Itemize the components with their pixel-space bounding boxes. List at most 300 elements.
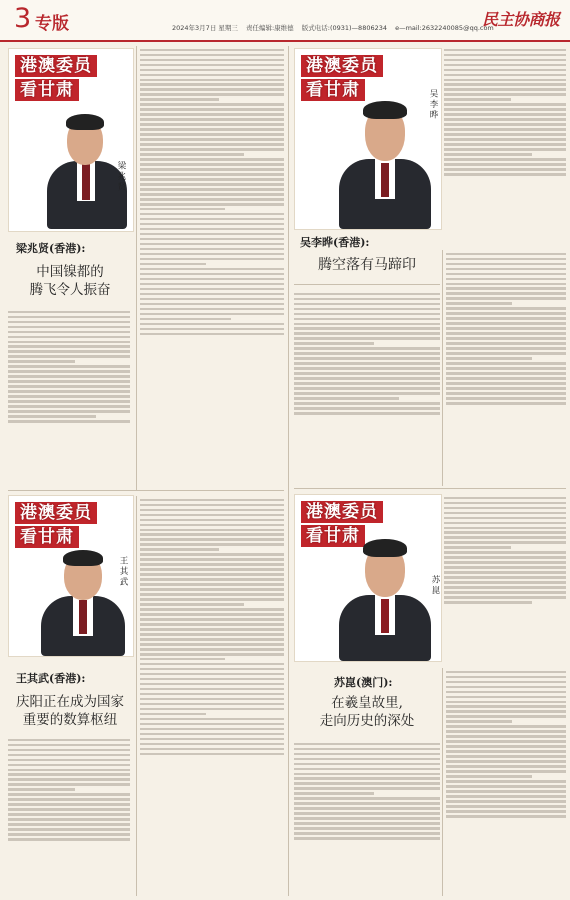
text-line-placeholder [8, 798, 130, 800]
text-line-placeholder [444, 546, 511, 548]
text-line-placeholder [444, 596, 566, 598]
text-line-placeholder [140, 263, 206, 265]
text-line-placeholder [294, 822, 440, 824]
text-line-placeholder [140, 533, 284, 535]
text-line-placeholder [8, 739, 130, 741]
text-line-placeholder [140, 148, 284, 150]
text-line-placeholder [140, 123, 284, 125]
text-line-placeholder [446, 352, 566, 354]
text-line-placeholder [8, 828, 130, 830]
text-line-placeholder [294, 323, 440, 325]
text-line-placeholder [140, 213, 284, 215]
text-line-placeholder [294, 308, 440, 310]
text-line-placeholder [446, 317, 566, 319]
banner-line2: 看甘肃 [301, 525, 365, 547]
text-line-placeholder [444, 138, 566, 140]
text-line-placeholder [294, 327, 440, 329]
text-line-placeholder [294, 357, 440, 359]
text-line-placeholder [140, 633, 284, 635]
text-line-placeholder [140, 193, 284, 195]
text-line-placeholder [140, 218, 284, 220]
text-line-placeholder [444, 158, 566, 160]
text-line-placeholder [446, 705, 566, 707]
text-line-placeholder [294, 782, 440, 784]
text-line-placeholder [8, 420, 130, 422]
text-line-placeholder [446, 805, 566, 807]
text-line-placeholder [8, 749, 130, 751]
text-line-placeholder [294, 763, 440, 765]
article-body-wang-col1 [8, 736, 130, 896]
text-line-placeholder [294, 792, 374, 794]
text-line-placeholder [444, 502, 566, 504]
text-line-placeholder [294, 318, 440, 320]
text-line-placeholder [140, 743, 284, 745]
text-line-placeholder [140, 233, 284, 235]
text-line-placeholder [446, 362, 566, 364]
article-body-wu-col3 [446, 250, 566, 486]
text-line-placeholder [444, 576, 566, 578]
text-line-placeholder [8, 410, 130, 412]
text-line-placeholder [8, 778, 130, 780]
editor-credit: 责任编辑:康维德 [245, 24, 294, 32]
text-line-placeholder [8, 311, 130, 313]
text-line-placeholder [444, 54, 566, 56]
text-line-placeholder [444, 566, 566, 568]
newspaper-masthead: 民主协商报 [482, 10, 560, 29]
text-line-placeholder [140, 268, 284, 270]
text-line-placeholder [446, 770, 566, 772]
text-line-placeholder [8, 744, 130, 746]
text-line-placeholder [294, 387, 440, 389]
text-line-placeholder [444, 522, 566, 524]
text-line-placeholder [294, 832, 440, 834]
text-line-placeholder [444, 103, 566, 105]
text-line-placeholder [294, 402, 440, 404]
banner-logo [15, 55, 97, 101]
text-line-placeholder [140, 168, 284, 170]
headline-liang [8, 263, 132, 299]
edition-name: 专版 [35, 14, 69, 34]
text-line-placeholder [294, 812, 440, 814]
text-line-placeholder [446, 735, 566, 737]
text-line-placeholder [140, 519, 284, 521]
text-line-placeholder [444, 497, 566, 499]
text-line-placeholder [140, 499, 284, 501]
text-line-placeholder [140, 293, 284, 295]
text-line-placeholder [140, 133, 284, 135]
text-line-placeholder [8, 345, 130, 347]
text-line-placeholder [444, 88, 566, 90]
portrait-photo-wang [8, 495, 134, 657]
text-line-placeholder [140, 208, 225, 210]
text-line-placeholder [140, 108, 284, 110]
text-line-placeholder [140, 708, 284, 710]
text-line-placeholder [446, 671, 566, 673]
text-line-placeholder [446, 312, 566, 314]
text-line-placeholder [8, 380, 130, 382]
text-line-placeholder [446, 332, 566, 334]
text-line-placeholder [294, 837, 440, 839]
text-line-placeholder [140, 69, 284, 71]
text-line-placeholder [140, 638, 284, 640]
text-line-placeholder [444, 507, 566, 509]
text-line-placeholder [140, 203, 284, 205]
text-line-placeholder [444, 79, 566, 81]
text-line-placeholder [140, 548, 219, 550]
text-line-placeholder [140, 328, 284, 330]
text-line-placeholder [444, 118, 566, 120]
text-line-placeholder [446, 720, 512, 722]
text-line-placeholder [140, 223, 284, 225]
text-line-placeholder [140, 333, 284, 335]
text-line-placeholder [446, 382, 566, 384]
text-line-placeholder [140, 593, 284, 595]
text-line-placeholder [140, 738, 284, 740]
text-line-placeholder [8, 355, 130, 357]
text-line-placeholder [444, 83, 566, 85]
text-line-placeholder [446, 775, 532, 777]
text-line-placeholder [8, 336, 130, 338]
text-line-placeholder [140, 178, 284, 180]
email-line: e—mail:2632240085@qq.com [395, 24, 494, 32]
text-line-placeholder [140, 504, 284, 506]
text-line-placeholder [446, 715, 566, 717]
text-line-placeholder [446, 253, 566, 255]
text-line-placeholder [446, 750, 566, 752]
text-line-placeholder [140, 59, 284, 61]
text-line-placeholder [444, 163, 566, 165]
text-line-placeholder [446, 815, 566, 817]
text-line-placeholder [444, 133, 566, 135]
text-line-placeholder [294, 362, 440, 364]
text-line-placeholder [444, 49, 566, 51]
text-line-placeholder [140, 538, 284, 540]
text-line-placeholder [140, 573, 284, 575]
text-line-placeholder [446, 258, 566, 260]
text-line-placeholder [140, 273, 284, 275]
article-body-wu-col1 [444, 46, 566, 246]
article-body-liang-col2 [140, 46, 284, 490]
headline-su-line1: 在羲皇故里, [331, 695, 403, 711]
text-line-placeholder [140, 88, 284, 90]
text-line-placeholder [444, 512, 566, 514]
portrait-photo-wu [294, 48, 442, 230]
text-line-placeholder [140, 608, 284, 610]
text-line-placeholder [446, 327, 566, 329]
text-line-placeholder [446, 745, 566, 747]
text-line-placeholder [446, 292, 566, 294]
text-line-placeholder [8, 375, 130, 377]
text-line-placeholder [446, 686, 566, 688]
text-line-placeholder [444, 571, 566, 573]
text-line-placeholder [446, 701, 566, 703]
text-line-placeholder [140, 703, 284, 705]
text-line-placeholder [140, 313, 284, 315]
text-line-placeholder [140, 728, 284, 730]
text-line-placeholder [446, 322, 566, 324]
text-line-placeholder [140, 529, 284, 531]
text-line-placeholder [444, 59, 566, 61]
text-line-placeholder [140, 238, 284, 240]
text-line-placeholder [8, 350, 130, 352]
text-line-placeholder [140, 283, 284, 285]
text-line-placeholder [140, 618, 284, 620]
text-line-placeholder [8, 365, 130, 367]
text-line-placeholder [444, 551, 566, 553]
text-line-placeholder [294, 367, 440, 369]
banner-line1: 港澳委员 [301, 501, 383, 523]
text-line-placeholder [446, 337, 566, 339]
text-line-placeholder [446, 302, 512, 304]
header-info [172, 23, 500, 32]
text-line-placeholder [446, 273, 566, 275]
text-line-placeholder [140, 163, 284, 165]
text-line-placeholder [294, 352, 440, 354]
text-line-placeholder [8, 331, 130, 333]
text-line-placeholder [294, 787, 440, 789]
text-line-placeholder [294, 817, 440, 819]
text-line-placeholder [444, 148, 566, 150]
text-line-placeholder [444, 143, 566, 145]
text-line-placeholder [140, 514, 284, 516]
text-line-placeholder [8, 341, 130, 343]
text-line-placeholder [8, 773, 130, 775]
text-line-placeholder [8, 818, 130, 820]
text-line-placeholder [446, 681, 566, 683]
text-line-placeholder [446, 785, 566, 787]
headline-liang-line2: 腾飞令人振奋 [29, 282, 111, 298]
text-line-placeholder [140, 558, 284, 560]
text-line-placeholder [294, 303, 440, 305]
text-line-placeholder [140, 93, 284, 95]
text-line-placeholder [140, 153, 244, 155]
text-line-placeholder [140, 748, 284, 750]
text-line-placeholder [294, 802, 440, 804]
text-line-placeholder [8, 764, 130, 766]
text-line-placeholder [140, 183, 284, 185]
headline-wang-line1: 庆阳正在成为国家 [16, 694, 124, 710]
text-line-placeholder [140, 678, 284, 680]
text-line-placeholder [8, 769, 130, 771]
text-line-placeholder [446, 710, 566, 712]
text-line-placeholder [140, 98, 219, 100]
person-figure [335, 89, 435, 229]
article-body-liang-col1 [8, 308, 130, 488]
text-line-placeholder [140, 49, 284, 51]
text-line-placeholder [446, 780, 566, 782]
banner-line1: 港澳委员 [301, 55, 383, 77]
text-line-placeholder [446, 800, 566, 802]
text-line-placeholder [294, 332, 440, 334]
banner-line1: 港澳委员 [15, 55, 97, 77]
page-header [0, 0, 570, 42]
text-line-placeholder [140, 733, 284, 735]
text-line-placeholder [8, 321, 130, 323]
text-line-placeholder [140, 668, 284, 670]
text-line-placeholder [444, 531, 566, 533]
text-line-placeholder [140, 648, 284, 650]
text-line-placeholder [294, 347, 440, 349]
portrait-photo-su [294, 494, 442, 662]
text-line-placeholder [8, 405, 130, 407]
text-line-placeholder [140, 308, 284, 310]
text-line-placeholder [140, 623, 284, 625]
portrait-photo-liang [8, 48, 134, 232]
text-line-placeholder [140, 628, 284, 630]
text-line-placeholder [446, 691, 566, 693]
text-line-placeholder [446, 278, 566, 280]
text-line-placeholder [294, 298, 440, 300]
text-line-placeholder [8, 415, 96, 417]
text-line-placeholder [140, 563, 284, 565]
text-line-placeholder [140, 173, 284, 175]
text-line-placeholder [140, 718, 284, 720]
text-line-placeholder [8, 783, 130, 785]
text-line-placeholder [444, 561, 566, 563]
text-line-placeholder [140, 288, 284, 290]
text-line-placeholder [8, 395, 130, 397]
text-line-placeholder [294, 807, 440, 809]
text-line-placeholder [446, 347, 566, 349]
text-line-placeholder [444, 168, 566, 170]
text-line-placeholder [140, 603, 244, 605]
text-line-placeholder [8, 788, 75, 790]
text-line-placeholder [140, 83, 284, 85]
headline-wang-line2: 重要的数算枢纽 [22, 712, 118, 728]
text-line-placeholder [294, 758, 440, 760]
text-line-placeholder [294, 797, 440, 799]
text-line-placeholder [446, 676, 566, 678]
article-body-su-col1 [444, 494, 566, 664]
text-line-placeholder [140, 253, 284, 255]
headline-wu [294, 256, 440, 274]
text-line-placeholder [446, 740, 566, 742]
banner-logo [15, 502, 97, 548]
text-line-placeholder [8, 316, 130, 318]
text-line-placeholder [446, 357, 532, 359]
text-line-placeholder [140, 658, 225, 660]
text-line-placeholder [446, 696, 566, 698]
text-line-placeholder [444, 527, 566, 529]
text-line-placeholder [8, 793, 130, 795]
text-line-placeholder [294, 748, 440, 750]
text-line-placeholder [8, 838, 130, 840]
text-line-placeholder [140, 543, 284, 545]
byline-liang: 梁兆贤(香港): [16, 242, 86, 255]
text-line-placeholder [8, 823, 130, 825]
text-line-placeholder [140, 113, 284, 115]
text-line-placeholder [140, 643, 284, 645]
issue-date: 2024年3月7日 星期三 [172, 24, 238, 32]
person-figure [335, 531, 435, 661]
text-line-placeholder [140, 713, 206, 715]
text-line-placeholder [140, 683, 284, 685]
text-line-placeholder [446, 765, 566, 767]
text-line-placeholder [444, 108, 566, 110]
text-line-placeholder [294, 397, 399, 399]
text-line-placeholder [8, 759, 130, 761]
text-line-placeholder [140, 298, 284, 300]
text-line-placeholder [444, 113, 566, 115]
article-body-wu-col2 [294, 290, 440, 486]
text-line-placeholder [446, 387, 566, 389]
text-line-placeholder [140, 663, 284, 665]
text-line-placeholder [8, 808, 130, 810]
article-body-su-col3 [446, 668, 566, 896]
text-line-placeholder [8, 360, 75, 362]
text-line-placeholder [140, 118, 284, 120]
text-line-placeholder [8, 803, 130, 805]
text-line-placeholder [294, 377, 440, 379]
text-line-placeholder [294, 372, 440, 374]
text-line-placeholder [140, 248, 284, 250]
text-line-placeholder [446, 402, 566, 404]
text-line-placeholder [140, 74, 284, 76]
text-line-placeholder [294, 768, 440, 770]
text-line-placeholder [8, 385, 130, 387]
text-line-placeholder [446, 307, 566, 309]
text-line-placeholder [446, 795, 566, 797]
text-line-placeholder [444, 581, 566, 583]
text-line-placeholder [140, 568, 284, 570]
text-line-placeholder [444, 123, 566, 125]
text-line-placeholder [8, 400, 130, 402]
text-line-placeholder [140, 198, 284, 200]
text-line-placeholder [444, 69, 566, 71]
photo-name-liang: 梁兆贤 [116, 161, 126, 193]
text-line-placeholder [140, 103, 284, 105]
photo-name-su: 苏崑 [430, 575, 440, 596]
text-line-placeholder [446, 297, 566, 299]
text-line-placeholder [294, 827, 440, 829]
text-line-placeholder [294, 777, 440, 779]
text-line-placeholder [294, 392, 440, 394]
text-line-placeholder [444, 536, 566, 538]
text-line-placeholder [446, 790, 566, 792]
headline-wang [8, 693, 132, 729]
text-line-placeholder [8, 390, 130, 392]
text-line-placeholder [446, 268, 566, 270]
text-line-placeholder [446, 392, 566, 394]
text-line-placeholder [140, 693, 284, 695]
text-line-placeholder [294, 773, 440, 775]
headline-wu-line1: 腾空落有马蹄印 [318, 257, 416, 273]
text-line-placeholder [140, 588, 284, 590]
text-line-placeholder [294, 337, 440, 339]
text-line-placeholder [8, 370, 130, 372]
article-body-wang-col2 [140, 496, 284, 896]
text-line-placeholder [444, 173, 566, 175]
text-line-placeholder [294, 743, 440, 745]
text-line-placeholder [140, 79, 284, 81]
text-line-placeholder [294, 412, 440, 414]
photo-name-wang: 王其武 [118, 556, 128, 588]
text-line-placeholder [444, 128, 566, 130]
text-line-placeholder [140, 143, 284, 145]
text-line-placeholder [446, 725, 566, 727]
headline-su [294, 694, 440, 730]
text-line-placeholder [446, 283, 566, 285]
text-line-placeholder [444, 591, 566, 593]
text-line-placeholder [294, 407, 440, 409]
text-line-placeholder [444, 541, 566, 543]
photo-name-wu: 吴李晔 [428, 89, 438, 121]
text-line-placeholder [140, 228, 284, 230]
text-line-placeholder [444, 153, 532, 155]
text-line-placeholder [8, 754, 130, 756]
text-line-placeholder [140, 128, 284, 130]
text-line-placeholder [446, 397, 566, 399]
